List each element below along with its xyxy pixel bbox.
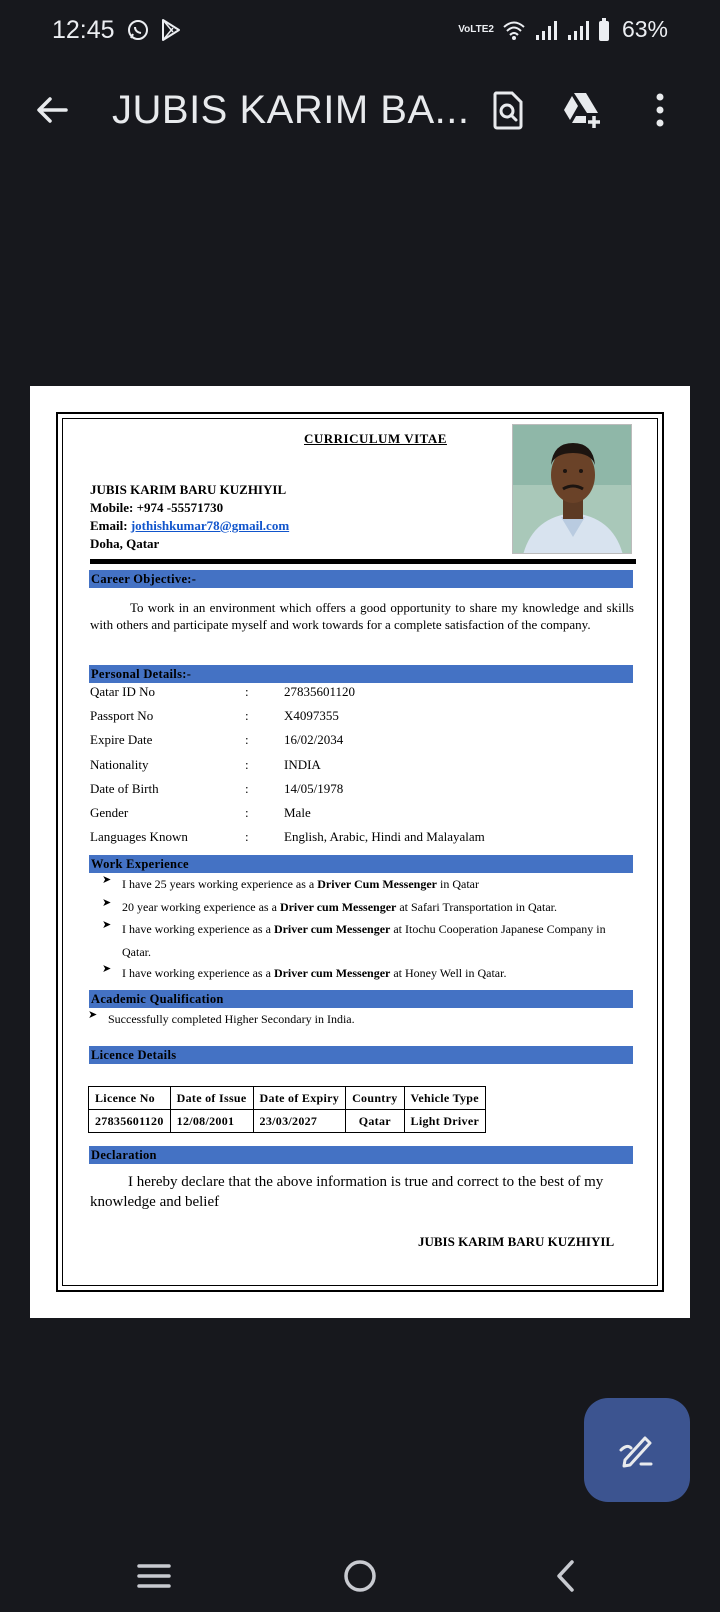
status-system-icons (458, 16, 668, 43)
document-title: JUBIS KARIM BA... (112, 88, 470, 132)
detail-value: 16/02/2034 (284, 732, 344, 748)
detail-label: Expire Date (90, 732, 153, 748)
licence-cell: 12/08/2001 (170, 1110, 253, 1133)
detail-label: Languages Known (90, 829, 188, 845)
academic-heading: Academic Qualification (89, 990, 633, 1008)
declaration-heading: Declaration (89, 1146, 633, 1164)
arrow-bullet-icon: ➤ (102, 919, 112, 931)
system-back-button[interactable] (536, 1552, 596, 1600)
career-objective-text: To work in an environment which offers a good opportunity to share my knowledge and skills with others and participate myself and work towards for a complete satisfaction of the company. (90, 600, 634, 632)
status-bar (0, 0, 720, 62)
work-item-text: I have 25 years working experience as a Driver Cum Messenger in Qatar (122, 877, 479, 891)
licence-header-cell: Country (346, 1087, 404, 1110)
declaration-text: I hereby declare that the above information is true and correct to the best of my knowledge and belief (90, 1174, 604, 1210)
table-row (89, 1110, 486, 1133)
detail-colon: : (245, 780, 249, 796)
arrow-bullet-icon: ➤ (102, 874, 112, 886)
detail-label: Gender (90, 805, 129, 820)
detail-value: X4097355 (284, 708, 339, 724)
volte-icon: VoLTE2 (458, 23, 494, 35)
licence-header-cell: Licence No (89, 1087, 171, 1110)
arrow-bullet-icon: ➤ (102, 963, 112, 975)
battery-percent: 63% (621, 16, 668, 42)
detail-value: INDIA (284, 756, 321, 772)
detail-label: Passport No (90, 708, 154, 724)
search-document-icon (490, 90, 526, 130)
profile-photo (512, 424, 632, 554)
career-objective-heading: Career Objective:- (89, 570, 633, 588)
detail-colon: : (245, 805, 249, 820)
mobile-line (90, 500, 223, 516)
licence-cell: 23/03/2027 (253, 1110, 346, 1133)
back-arrow-icon (30, 88, 74, 132)
play-store-icon (160, 18, 182, 42)
licence-cell: 27835601120 (89, 1110, 171, 1133)
personal-detail-row (90, 684, 634, 704)
work-item-text: 20 year working experience as a Driver cum Messenger at Safari Transportation in Qatar. (122, 900, 557, 914)
document-page[interactable] (30, 386, 690, 1318)
back-button[interactable] (30, 88, 74, 132)
candidate-name: JUBIS KARIM BARU KUZHIYIL (90, 482, 287, 497)
licence-cell: Qatar (346, 1110, 404, 1133)
licence-header-cell: Vehicle Type (404, 1087, 486, 1110)
work-item-text: I have working experience as a Driver cum Messenger at Honey Well in Qatar. (122, 966, 507, 980)
personal-detail-row (90, 757, 634, 777)
status-time: 12:45 (52, 16, 115, 44)
personal-detail-row (90, 732, 634, 752)
work-experience-heading: Work Experience (89, 855, 633, 873)
home-button[interactable] (330, 1552, 390, 1600)
edit-pen-icon (617, 1430, 657, 1470)
academic-item-text: Successfully completed Higher Secondary in India. (108, 1012, 355, 1026)
detail-label: Qatar ID No (90, 684, 155, 699)
email-line (90, 518, 289, 534)
work-item (102, 918, 632, 963)
detail-value: English, Arabic, Hindi and Malayalam (284, 829, 485, 845)
licence-cell: Light Driver (404, 1110, 486, 1133)
personal-detail-row (90, 781, 634, 801)
edit-fab[interactable] (584, 1398, 690, 1502)
detail-colon: : (245, 756, 249, 772)
personal-details-heading: Personal Details:- (89, 665, 633, 683)
licence-table (88, 1086, 486, 1133)
signal-icon (566, 19, 590, 41)
cv-title: CURRICULUM VITAE (304, 431, 447, 446)
work-item-text: I have working experience as a Driver cum Messenger at Itochu Cooperation Japanese Company in Qatar. (122, 922, 606, 959)
status-notification-icons (126, 18, 182, 42)
personal-detail-row (90, 805, 634, 825)
detail-colon: : (245, 684, 249, 699)
licence-header-row (89, 1087, 486, 1110)
detail-colon: : (245, 829, 249, 845)
wifi-icon (502, 19, 526, 41)
licence-header-cell: Date of Issue (170, 1087, 253, 1110)
battery-icon (598, 18, 610, 42)
detail-colon: : (245, 708, 249, 724)
arrow-bullet-icon: ➤ (88, 1009, 98, 1021)
licence-heading: Licence Details (89, 1046, 633, 1064)
detail-label: Nationality (90, 756, 149, 772)
arrow-bullet-icon: ➤ (102, 897, 112, 909)
more-options-button[interactable] (636, 86, 684, 134)
divider (90, 559, 636, 564)
detail-label: Date of Birth (90, 780, 159, 796)
recents-icon (137, 1562, 171, 1590)
email-label: Email: (90, 518, 128, 533)
academic-item (88, 1008, 618, 1031)
work-item (102, 896, 632, 919)
email-link[interactable]: jothishkumar78@gmail.com (130, 518, 290, 533)
detail-value: 14/05/1978 (284, 780, 344, 796)
more-vert-icon (654, 92, 666, 128)
work-item (102, 873, 632, 896)
whatsapp-icon (126, 18, 150, 42)
personal-detail-row (90, 829, 634, 849)
location: Doha, Qatar (90, 536, 160, 551)
recents-button[interactable] (124, 1552, 184, 1600)
personal-detail-row (90, 708, 634, 728)
detail-value: Male (284, 805, 311, 820)
home-icon (343, 1559, 377, 1593)
signature: JUBIS KARIM BARU KUZHIYIL (418, 1234, 615, 1249)
search-document-button[interactable] (484, 86, 532, 134)
back-icon (554, 1559, 578, 1593)
detail-value: 27835601120 (284, 684, 356, 699)
navigation-bar (0, 1540, 720, 1612)
add-to-drive-button[interactable] (558, 86, 606, 134)
detail-colon: : (245, 732, 249, 748)
mobile-value: +974 -55571730 (136, 500, 224, 515)
work-item (102, 962, 632, 985)
drive-add-icon (560, 90, 604, 130)
mobile-label: Mobile: (90, 500, 134, 515)
app-bar (0, 72, 720, 152)
licence-header-cell: Date of Expiry (253, 1087, 346, 1110)
signal-icon (534, 19, 558, 41)
